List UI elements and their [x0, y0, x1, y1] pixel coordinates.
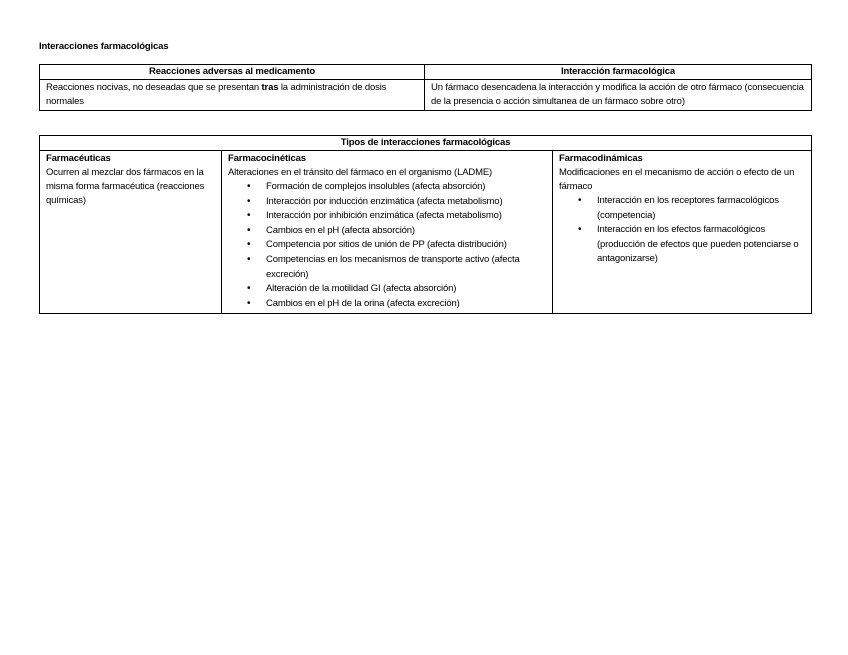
pharmaceutical-title: Farmacéuticas — [46, 153, 111, 164]
page-title: Interacciones farmacológicas — [39, 41, 169, 52]
list-item: • Cambios en el pH (afecta absorción) — [266, 224, 546, 239]
list-item: • Interacción por inhibición enzimática (afecta metabolismo) — [266, 209, 546, 224]
list-item: • Competencia por sitios de unión de PP (afecta distribución) — [266, 238, 546, 253]
pharmacodynamic-title: Farmacodinámicas — [559, 153, 643, 164]
list-item: • Interacción por inducción enzimática (afecta metabolismo) — [266, 195, 546, 210]
list-item: • Cambios en el pH de la orina (afecta excreción) — [266, 297, 546, 312]
table-row — [40, 151, 812, 314]
list-item: • Interacción en los efectos farmacológicos (producción de efectos que pueden potenciarse o antagonizarse) — [597, 223, 805, 267]
column-pharmaceutical — [40, 151, 222, 314]
pharmacodynamic-list — [559, 194, 805, 267]
adverse-reactions-table — [39, 64, 812, 111]
header-drug-interaction: Interacción farmacológica — [425, 65, 812, 80]
column-pharmacodynamic — [553, 151, 812, 314]
header-adverse-reactions: Reacciones adversas al medicamento — [40, 65, 425, 80]
definition-text-start: Reacciones nocivas, no deseadas que se presentan — [46, 82, 262, 93]
pharmacokinetic-list — [228, 180, 546, 311]
adverse-reactions-definition — [40, 80, 425, 111]
list-item: • Alteración de la motilidad GI (afecta absorción) — [266, 282, 546, 297]
list-item: • Formación de complejos insolubles (afecta absorción) — [266, 180, 546, 195]
header-interaction-types: Tipos de interacciones farmacológicas — [40, 136, 812, 151]
drug-interaction-definition: Un fármaco desencadena la interacción y modifica la acción de otro fármaco (consecuencia de la presencia o acción simultanea de un fármaco sobre otro) — [425, 80, 812, 111]
table-header-row — [40, 65, 812, 80]
list-item: • Competencias en los mecanismos de transporte activo (afecta excreción) — [266, 253, 546, 282]
column-pharmacokinetic — [222, 151, 553, 314]
interaction-types-table — [39, 135, 812, 314]
pharmacokinetic-text: Alteraciones en el tránsito del fármaco en el organismo (LADME) — [228, 167, 493, 178]
table-row — [40, 80, 812, 111]
definition-text-bold: tras — [261, 82, 279, 93]
table-header-row — [40, 136, 812, 151]
pharmaceutical-text: Ocurren al mezclar dos fármacos en la misma forma farmacéutica (reacciones químicas) — [46, 167, 205, 206]
definition-text-end: la administración de dosis normales — [46, 82, 387, 107]
list-item: • Interacción en los receptores farmacológicos (competencia) — [597, 194, 805, 223]
pharmacodynamic-text: Modificaciones en el mecanismo de acción o efecto de un fármaco — [559, 167, 795, 192]
pharmacokinetic-title: Farmacocinéticas — [228, 153, 306, 164]
